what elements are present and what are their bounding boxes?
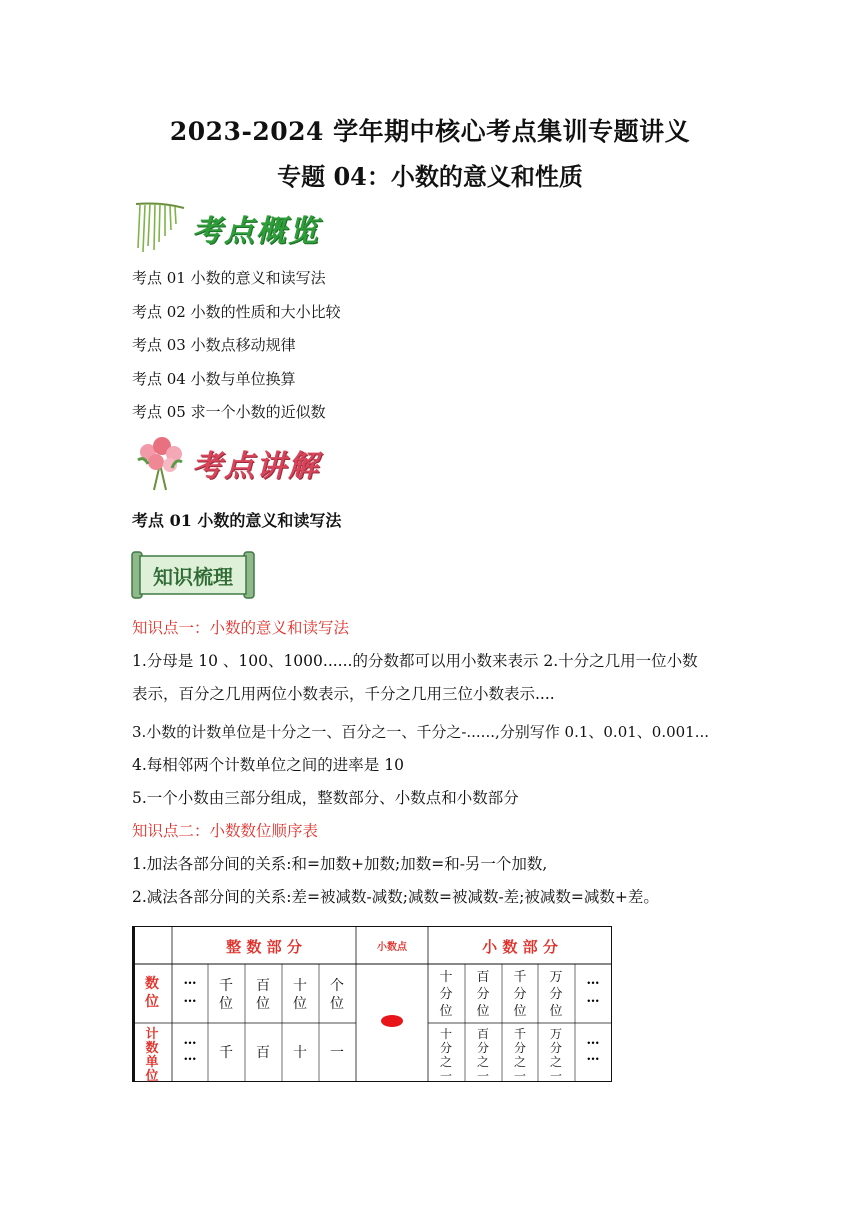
flower-bouquet-icon <box>132 434 188 492</box>
integer-place-cell: 位 <box>256 996 270 1012</box>
page-title: 2023-2024 学年期中核心考点集训专题讲义 <box>169 117 691 146</box>
decimal-unit-cell: 分 <box>439 1041 453 1055</box>
decimal-unit-cell: 十 <box>439 1027 453 1041</box>
integer-unit-cell: 千 <box>219 1045 233 1061</box>
decimal-place-cell: 分 <box>549 987 563 1002</box>
ellipsis-mark: … <box>586 1033 600 1048</box>
page-subtitle: 专题 04：小数的意义和性质 <box>277 162 583 191</box>
row-label-unit: 单 <box>145 1055 159 1070</box>
ellipsis-mark: … <box>586 991 600 1006</box>
overview-banner <box>132 200 320 256</box>
decimal-unit-cell: 万 <box>549 1027 563 1041</box>
row-label-unit: 计 <box>145 1027 159 1042</box>
decimal-unit-cell: 之 <box>513 1055 527 1069</box>
integer-part-header: 整 数 部 分 <box>226 938 302 956</box>
decimal-place-cell: 位 <box>513 1004 527 1019</box>
paragraph-line: 5.一个小数由三部分组成，整数部分、小数点和小数部分 <box>132 789 519 807</box>
overview-banner-text: 考点概览 <box>192 214 320 249</box>
integer-place-cell: 位 <box>219 996 233 1012</box>
decimal-place-cell: 千 <box>513 970 527 985</box>
integer-place-cell: 位 <box>293 996 307 1012</box>
ellipsis-mark: … <box>183 1033 197 1048</box>
overview-item: 考点 04 小数与单位换算 <box>132 369 296 388</box>
integer-place-cell: 十 <box>293 978 307 994</box>
willow-icon <box>132 200 188 256</box>
explanation-banner <box>132 434 320 492</box>
decimal-point-dot <box>381 1015 403 1027</box>
paragraph-line: 1.加法各部分间的关系:和=加数+加数;加数=和-另一个加数, <box>132 855 548 873</box>
decimal-place-cell: 分 <box>439 987 453 1002</box>
integer-unit-cell: 十 <box>293 1045 307 1061</box>
explanation-banner-text: 考点讲解 <box>192 449 320 484</box>
decimal-unit-cell: 分 <box>513 1041 527 1055</box>
decimal-place-cell: 万 <box>549 970 563 985</box>
decimal-unit-cell: 之 <box>476 1055 490 1069</box>
integer-place-cell: 位 <box>330 996 344 1012</box>
decimal-unit-cell: 一 <box>549 1069 563 1082</box>
integer-unit-cell: 百 <box>256 1045 270 1061</box>
overview-item: 考点 02 小数的性质和大小比较 <box>132 302 341 321</box>
decimal-unit-cell: 分 <box>476 1041 490 1055</box>
decimal-place-cell: 分 <box>513 987 527 1002</box>
knowledge-point-1-title: 知识点一：小数的意义和读写法 <box>132 619 350 637</box>
row-label-unit: 位 <box>145 1069 159 1082</box>
decimal-unit-cell: 千 <box>513 1027 527 1041</box>
decimal-unit-cell: 之 <box>549 1055 563 1069</box>
decimal-unit-cell: 一 <box>476 1069 490 1082</box>
decimal-unit-cell: 之 <box>439 1055 453 1069</box>
decimal-unit-cell: 一 <box>513 1069 527 1082</box>
overview-list <box>132 266 341 434</box>
paragraph-line: 4.每相邻两个计数单位之间的进率是 10 <box>132 756 404 774</box>
integer-place-cell: 千 <box>219 978 233 994</box>
paragraph-line: 表示，百分之几用两位小数表示，千分之几用三位小数表示.... <box>132 685 555 703</box>
paragraph-line: 1.分母是 10 、100、1000......的分数都可以用小数来表示 2.十分之几用一位小数 <box>132 652 698 670</box>
scroll-label: 知识梳理 <box>153 565 233 589</box>
integer-place-cell: 个 <box>330 978 344 994</box>
row-label-place: 位 <box>145 994 159 1010</box>
integer-unit-cell: 一 <box>330 1045 344 1061</box>
section-title: 考点 01 小数的意义和读写法 <box>132 511 342 530</box>
paragraph-line: 3.小数的计数单位是十分之一、百分之一、千分之-......,分别写作 0.1、0.01、0.001... <box>132 723 710 741</box>
decimal-unit-cell: 一 <box>439 1069 453 1082</box>
overview-item: 考点 05 求一个小数的近似数 <box>132 403 326 421</box>
decimal-place-cell: 位 <box>439 1004 453 1019</box>
place-value-table <box>132 926 612 1082</box>
ellipsis-mark: … <box>183 991 197 1006</box>
decimal-unit-cell: 百 <box>476 1027 490 1041</box>
decimal-part-header: 小 数 部 分 <box>482 938 558 956</box>
overview-item: 考点 03 小数点移动规律 <box>132 336 296 354</box>
decimal-place-cell: 分 <box>476 987 490 1002</box>
knowledge-scroll-banner <box>128 548 258 602</box>
paragraph-line: 2.减法各部分间的关系:差=被减数-减数;减数=被减数-差;被减数=减数+差。 <box>132 888 659 906</box>
ellipsis-mark: … <box>183 1049 197 1064</box>
integer-place-cell: 百 <box>256 978 270 994</box>
decimal-unit-cell: 分 <box>549 1041 563 1055</box>
knowledge-point-2-title: 知识点二：小数数位顺序表 <box>132 822 319 840</box>
ellipsis-mark: … <box>183 973 197 988</box>
row-label-place: 数 <box>145 976 159 992</box>
row-label-unit: 数 <box>145 1041 159 1056</box>
ellipsis-mark: … <box>586 1049 600 1064</box>
overview-item: 考点 01 小数的意义和读写法 <box>132 269 326 287</box>
decimal-place-cell: 百 <box>476 970 490 985</box>
ellipsis-mark: … <box>586 973 600 988</box>
decimal-point-header: 小数点 <box>377 942 407 953</box>
decimal-place-cell: 位 <box>549 1004 563 1019</box>
decimal-place-cell: 十 <box>439 970 453 985</box>
decimal-place-cell: 位 <box>476 1004 490 1019</box>
